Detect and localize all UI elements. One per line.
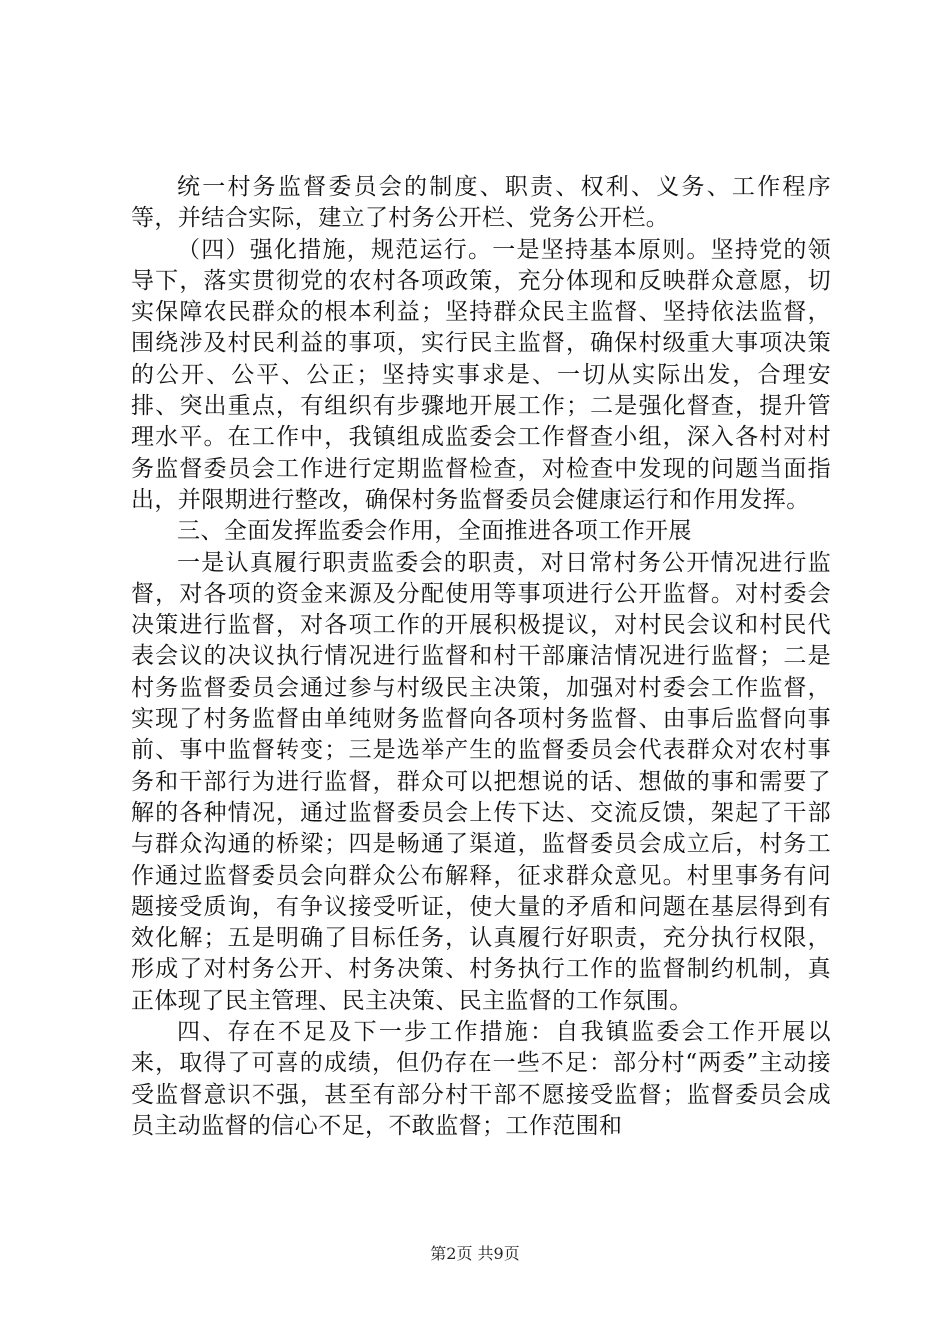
document-body bbox=[131, 172, 831, 1142]
paragraph-5: 四、存在不足及下一步工作措施：自我镇监委会工作开展以来，取得了可喜的成绩，但仍存在一些不足：部分村“两委”主动接受监督意识不强，甚至有部分村干部不愿接受监督；监督委员会成员主动监督的信心不足，不敢监督；工作范围和 bbox=[131, 1019, 831, 1139]
section-heading-3: 三、全面发挥监委会作用，全面推进各项工作开展 bbox=[177, 518, 692, 545]
paragraph-4: 一是认真履行职责监委会的职责，对日常村务公开情况进行监督，对各项的资金来源及分配使用等事项进行公开监督。对村委会决策进行监督，对各项工作的开展积极提议，对村民会议和村民代表会议的决议执行情况进行监督和村干部廉洁情况进行监督；二是村务监督委员会通过参与村级民主决策，加强对村委会工作监督，实现了村务监督由单纯财务监督向各项村务监督、由事后监督向事前、事中监督转变；三是选举产生的监督委员会代表群众对农村事务和干部行为进行监督，群众可以把想说的话、想做的事和需要了解的各种情况，通过监督委员会上传下达、交流反馈，架起了干部与群众沟通的桥梁；四是畅通了渠道，监督委员会成立后，村务工作通过监督委员会向群众公布解释，征求群众意见。村里事务有问题接受质询，有争议接受听证，使大量的矛盾和问题在基层得到有效化解；五是明确了目标任务，认真履行好职责，充分执行权限，形成了对村务公开、村务决策、村务执行工作的监督制约机制，真正体现了民主管理、民主决策、民主监督的工作氛围。 bbox=[131, 549, 831, 1014]
paragraph-1: 统一村务监督委员会的制度、职责、权利、义务、工作程序等，并结合实际，建立了村务公开栏、党务公开栏。 bbox=[131, 174, 831, 232]
page-number-label: 第2页 共9页 bbox=[430, 1244, 520, 1263]
paragraph-2: （四）强化措施，规范运行。一是坚持基本原则。坚持党的领导下，落实贯彻党的农村各项政策，充分体现和反映群众意愿，切实保障农民群众的根本利益；坚持群众民主监督、坚持依法监督，围绕涉及村民利益的事项，实行民主监督，确保村级重大事项决策的公开、公平、公正；坚持实事求是、一切从实际出发，合理安排、突出重点，有组织有步骤地开展工作；二是强化督查，提升管理水平。在工作中，我镇组成监委会工作督查小组，深入各村对村务监督委员会工作进行定期监督检查，对检查中发现的问题当面指出，并限期进行整改，确保村务监督委员会健康运行和作用发挥。 bbox=[131, 236, 831, 513]
page-footer bbox=[0, 1244, 950, 1264]
